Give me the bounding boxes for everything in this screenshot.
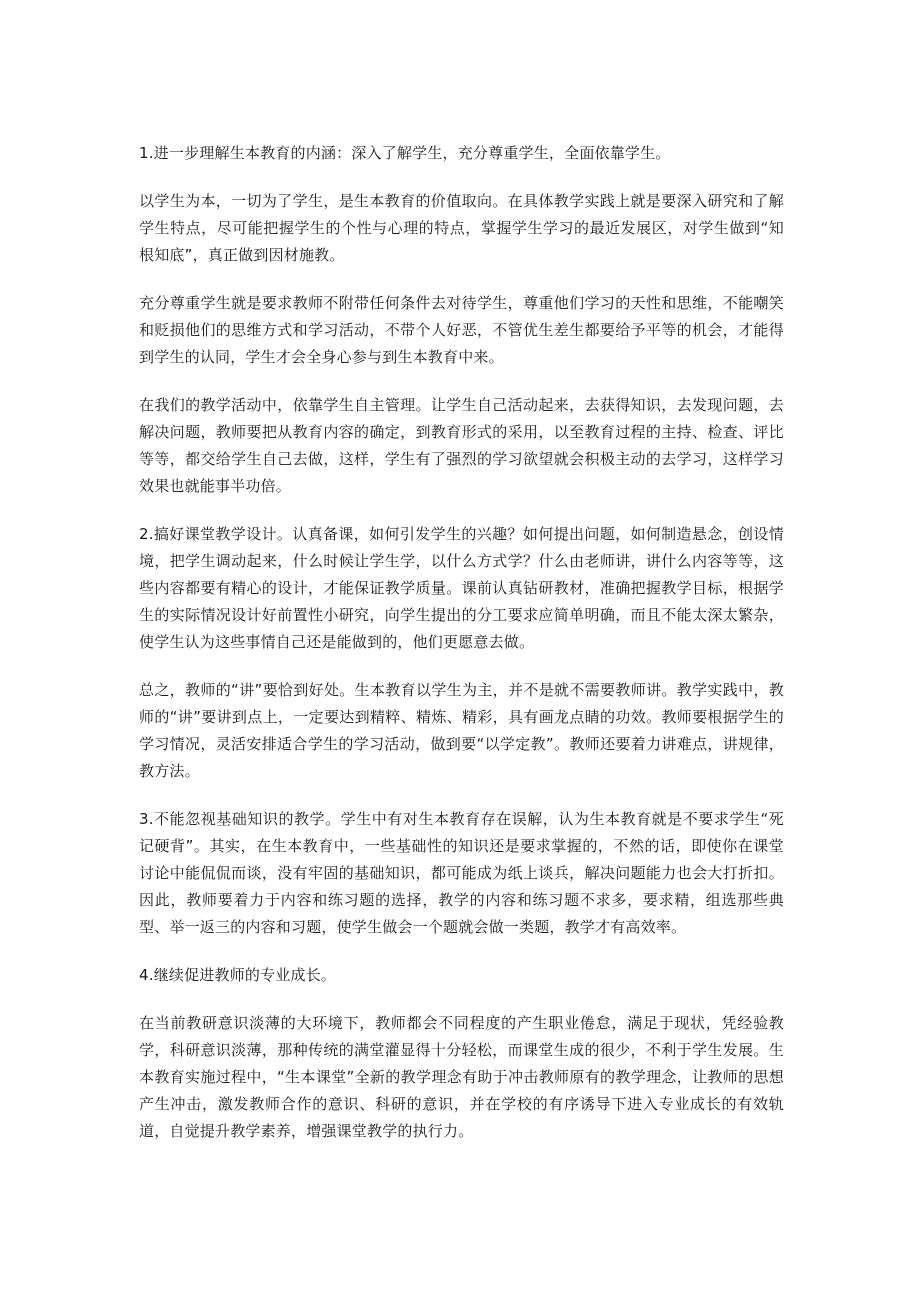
paragraph-teacher-talk: 总之，教师的“讲”要恰到好处。生本教育以学生为主，并不是就不需要教师讲。教学实践中，教师的“讲”要讲到点上，一定要达到精粹、精炼、精彩，具有画龙点睛的功效。教师要根据学生的学习情况，灵活安排适合学生的学习活动，做到要“以学定教”。教师还要着力讲难点，讲规律，教方法。 xyxy=(139,681,784,780)
paragraph-professional-growth: 在当前教研意识淡薄的大环境下，教师都会不同程度的产生职业倦怠，满足于现状，凭经验教学，科研意识淡薄，那种传统的满堂灌显得十分轻松，而课堂生成的很少，不利于学生发展。生本教育实施过程中，“生本课堂”全新的教学理念有助于冲击教师原有的教学理念，让教师的思想产生冲击，激发教师合作的意识、科研的意识，并在学校的有序诱导下进入专业成长的有效轨道，自觉提升教学素养，增强课堂教学的执行力。 xyxy=(139,1014,784,1140)
section-heading-1: 1.进一步理解生本教育的内涵：深入了解学生，充分尊重学生，全面依靠学生。 xyxy=(139,144,671,162)
paragraph-lesson-design: 2.搞好课堂教学设计。认真备课，如何引发学生的兴趣？如何提出问题，如何制造悬念，创设情境，把学生调动起来，什么时候让学生学，以什么方式学？什么由老师讲，讲什么内容等等，这些内容都要有精心的设计，才能保证教学质量。课前认真钻研教材，准确把握教学目标，根据学生的实际情况设计好前置性小研究，向学生提出的分工要求应简单明确，而且不能太深太繁杂，使学生认为这些事情自己还是能做到的，他们更愿意去做。 xyxy=(139,525,784,651)
document-body xyxy=(139,140,784,1166)
paragraph-respect-students: 充分尊重学生就是要求教师不附带任何条件去对待学生，尊重他们学习的天性和思维，不能嘲笑和贬损他们的思维方式和学习活动，不带个人好恶，不管优生差生都要给予平等的机会，才能得到学生的认同，学生才会全身心参与到生本教育中来。 xyxy=(139,294,784,366)
paragraph-self-management: 在我们的教学活动中，依靠学生自主管理。让学生自己活动起来，去获得知识，去发现问题，去解决问题，教师要把从教育内容的确定，到教育形式的采用，以至教育过程的主持、检查、评比等等，都交给学生自己去做，这样，学生有了强烈的学习欲望就会积极主动的去学习，这样学习效果也就能事半功倍。 xyxy=(139,396,784,495)
section-heading-4: 4.继续促进教师的专业成长。 xyxy=(139,966,337,984)
paragraph-basic-knowledge: 3.不能忽视基础知识的教学。学生中有对生本教育存在误解，认为生本教育就是不要求学生“死记硬背”。其实，在生本教育中，一些基础性的知识还是要求掌握的，不然的话，即使你在课堂讨论中能侃侃而谈，没有牢固的基础知识，都可能成为纸上谈兵，解决问题能力也会大打折扣。因此，教师要着力于内容和练习题的选择，教学的内容和练习题不求多，要求精，组选那些典型、举一返三的内容和习题，使学生做会一个题就会做一类题，教学才有高效率。 xyxy=(139,810,784,936)
paragraph-student-oriented: 以学生为本，一切为了学生，是生本教育的价值取向。在具体教学实践上就是要深入研究和了解学生特点，尽可能把握学生的个性与心理的特点，掌握学生学习的最近发展区，对学生做到“知根知底”，真正做到因材施教。 xyxy=(139,192,784,264)
